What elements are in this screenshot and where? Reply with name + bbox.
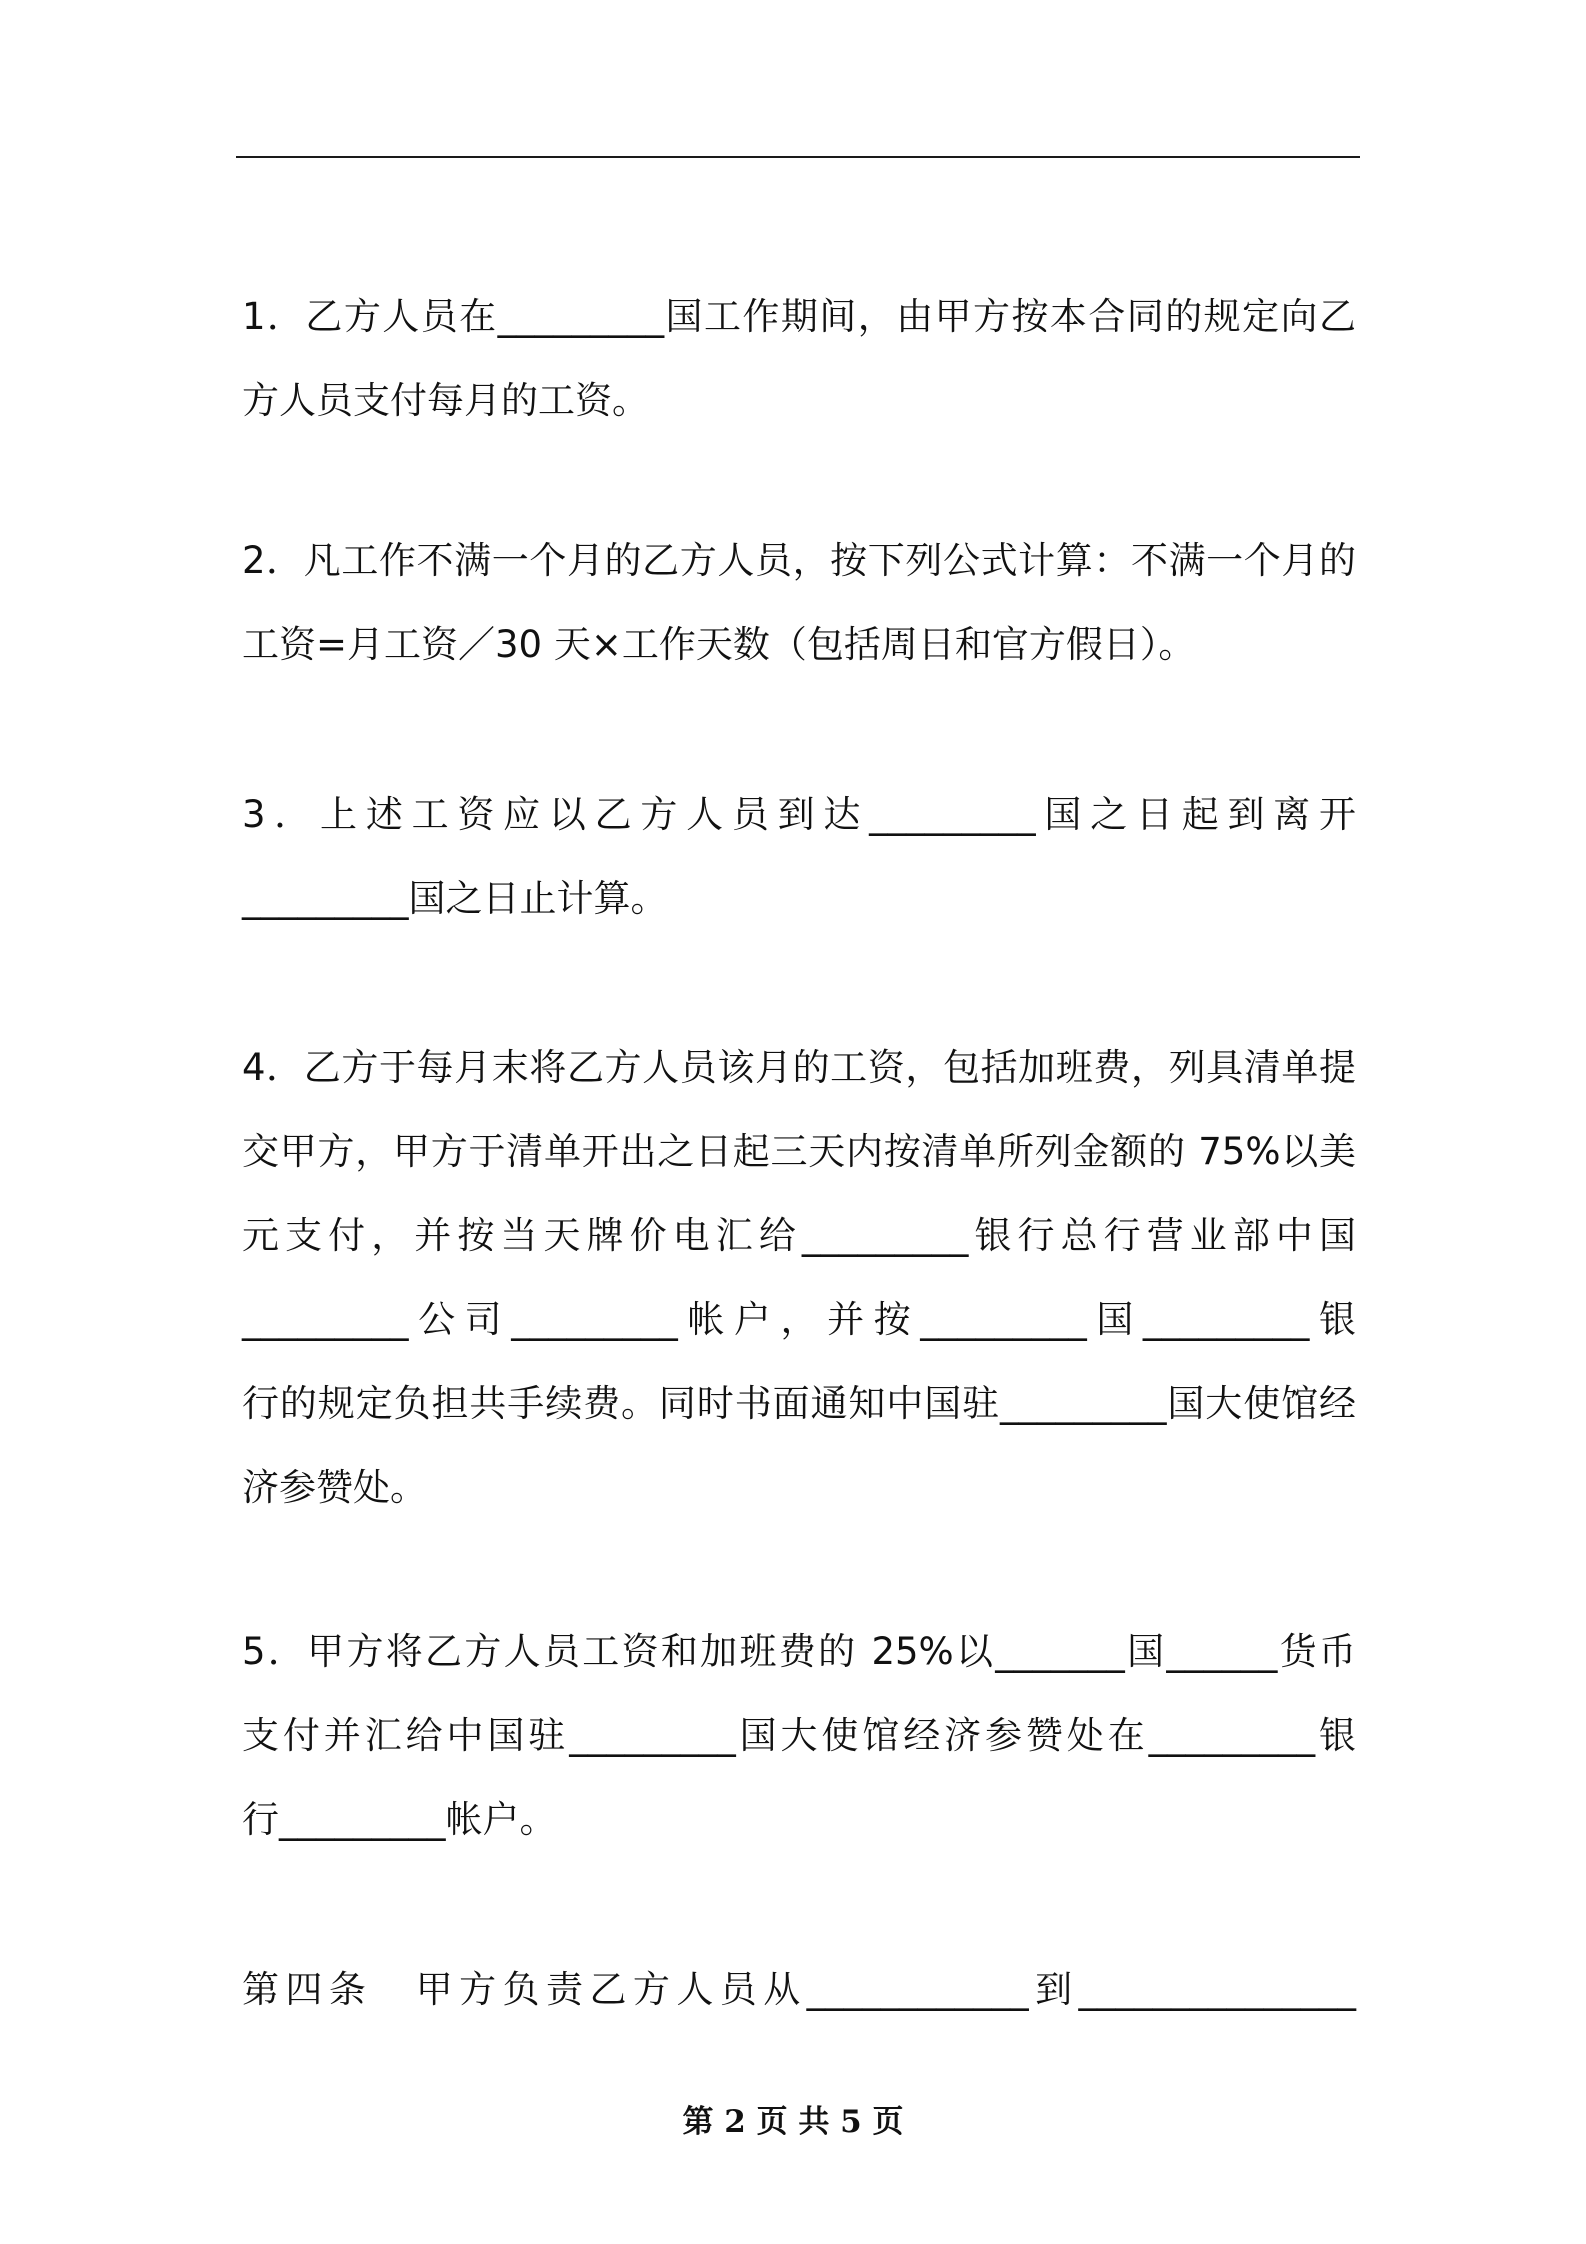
text-line: 工资=月工资／30 天×工作天数（包括周日和官方假日）。 xyxy=(242,623,1196,666)
text-line: 1．乙方人员在_________国工作期间，由甲方按本合同的规定向乙 xyxy=(242,295,1356,338)
text-line: 第四条 甲方负责乙方人员从____________到_______________ xyxy=(242,1968,1356,2011)
page-footer: 第 2 页 共 5 页 xyxy=(682,2104,904,2140)
text-line: 济参赞处。 xyxy=(242,1466,427,1509)
text-line: 支付并汇给中国驻_________国大使馆经济参赞处在_________银 xyxy=(242,1714,1356,1757)
text-line: 行_________帐户。 xyxy=(242,1798,557,1841)
text-line: 2．凡工作不满一个月的乙方人员，按下列公式计算：不满一个月的 xyxy=(242,539,1356,582)
text-line: 4．乙方于每月末将乙方人员该月的工资，包括加班费，列具清单提 xyxy=(242,1046,1356,1089)
text-line: 交甲方，甲方于清单开出之日起三天内按清单所列金额的 75%以美 xyxy=(242,1130,1356,1173)
text-line: 元支付，并按当天牌价电汇给_________银行总行营业部中国 xyxy=(242,1214,1356,1257)
text-line: 行的规定负担共手续费。同时书面通知中国驻_________国大使馆经 xyxy=(242,1382,1356,1425)
text-line: _________国之日止计算。 xyxy=(242,877,668,920)
text-line: 5．甲方将乙方人员工资和加班费的 25%以_______国______货币 xyxy=(242,1630,1356,1673)
text-line: 方人员支付每月的工资。 xyxy=(242,379,649,422)
header-rule xyxy=(236,156,1360,158)
text-line: _________公司_________帐户，并按_________国_________银 xyxy=(242,1298,1356,1341)
text-line: 3．上述工资应以乙方人员到达_________国之日起到离开 xyxy=(242,793,1356,836)
